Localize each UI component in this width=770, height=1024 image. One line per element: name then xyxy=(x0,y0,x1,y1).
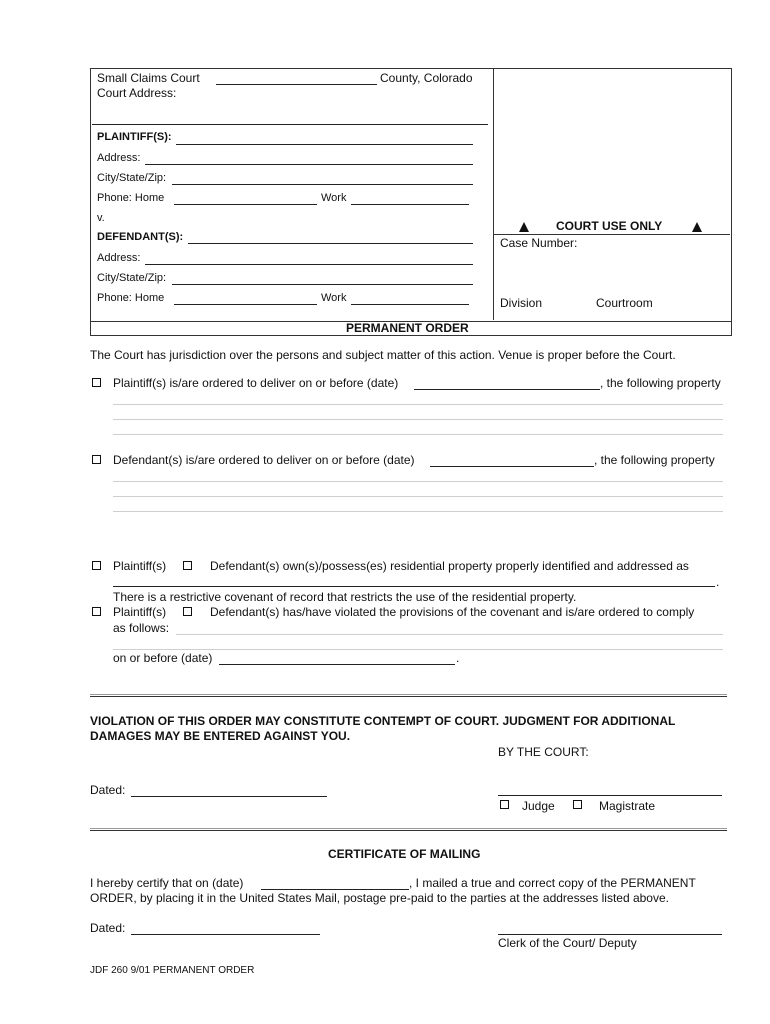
courtroom-label: Courtroom xyxy=(596,296,653,310)
plaintiff-work-line[interactable] xyxy=(351,204,469,205)
comply-line-2[interactable] xyxy=(113,649,723,650)
certificate-line-2: ORDER, by placing it in the United States Mail, postage pre-paid to the parties at the addresses listed above. xyxy=(90,891,669,905)
dated-line[interactable] xyxy=(131,796,327,797)
section-divider xyxy=(90,828,727,831)
certificate-title: CERTIFICATE OF MAILING xyxy=(328,847,481,861)
residential-plaintiff-checkbox[interactable] xyxy=(92,561,101,570)
residential-plaintiff-label: Plaintiff(s) xyxy=(113,559,167,573)
clerk-label: Clerk of the Court/ Deputy xyxy=(498,936,637,950)
defendant-home-line[interactable] xyxy=(174,304,317,305)
court-prefix: Small Claims Court xyxy=(97,71,200,85)
footer-form-id: JDF 260 9/01 PERMANENT ORDER xyxy=(90,965,255,976)
county-suffix: County, Colorado xyxy=(380,71,473,85)
plaintiff-deliver-prefix: Plaintiff(s) is/are ordered to deliver on or before (date) xyxy=(113,376,399,390)
certificate-line-1-suffix: , I mailed a true and correct copy of the PERMANENT xyxy=(409,876,696,890)
defendant-line[interactable] xyxy=(188,243,473,244)
by-the-court-label: BY THE COURT: xyxy=(498,745,589,759)
covenant-text: There is a restrictive covenant of record that restricts the use of the residential property. xyxy=(113,590,577,604)
defendant-address-label: Address: xyxy=(97,252,141,264)
defendant-phone-label: Phone: Home xyxy=(97,292,165,304)
comply-end-period: . xyxy=(456,651,460,665)
defendant-deliver-checkbox[interactable] xyxy=(92,455,101,464)
covenant-plaintiff-checkbox[interactable] xyxy=(92,607,101,616)
residential-defendant-checkbox[interactable] xyxy=(183,561,192,570)
as-follows-label: as follows: xyxy=(113,621,170,635)
certificate-date-line[interactable] xyxy=(261,889,409,890)
court-address-label: Court Address: xyxy=(97,86,177,100)
plaintiff-property-line-2[interactable] xyxy=(113,419,723,420)
county-line[interactable] xyxy=(216,84,377,85)
certificate-line-1-prefix: I hereby certify that on (date) xyxy=(90,876,244,890)
certificate-dated-line[interactable] xyxy=(131,934,320,935)
plaintiff-deliver-suffix: , the following property xyxy=(600,376,721,390)
violated-text: Defendant(s) has/have violated the provisions of the covenant and is/are ordered to comply xyxy=(210,605,695,619)
plaintiff-property-line-3[interactable] xyxy=(113,434,723,435)
versus: v. xyxy=(97,212,105,224)
arrow-up-icon xyxy=(692,222,702,232)
residential-address-line[interactable] xyxy=(113,586,715,587)
magistrate-label: Magistrate xyxy=(599,799,656,813)
defendant-city-line[interactable] xyxy=(172,284,473,285)
defendant-address-line[interactable] xyxy=(145,264,473,265)
judge-checkbox[interactable] xyxy=(500,800,509,809)
warning-line-2: DAMAGES MAY BE ENTERED AGAINST YOU. xyxy=(90,729,351,743)
defendant-property-line-3[interactable] xyxy=(113,511,723,512)
plaintiff-city-line[interactable] xyxy=(172,184,473,185)
plaintiff-line[interactable] xyxy=(176,144,473,145)
plaintiff-phone-label: Phone: Home xyxy=(97,192,165,204)
plaintiff-deliver-checkbox[interactable] xyxy=(92,378,101,387)
dated-label: Dated: xyxy=(90,783,126,797)
certificate-dated-label: Dated: xyxy=(90,921,126,935)
plaintiff-label: PLAINTIFF(S): xyxy=(97,131,172,143)
case-number-label: Case Number: xyxy=(500,236,578,250)
section-divider xyxy=(90,694,727,697)
plaintiff-home-line[interactable] xyxy=(174,204,317,205)
court-use-rule xyxy=(494,234,730,235)
jurisdiction-text: The Court has jurisdiction over the persons and subject matter of this action. Venue is proper before the Court. xyxy=(90,348,676,362)
plaintiff-address-label: Address: xyxy=(97,152,141,164)
page-title: PERMANENT ORDER xyxy=(346,321,469,335)
defendant-deliver-prefix: Defendant(s) is/are ordered to deliver on or before (date) xyxy=(113,453,415,467)
arrow-up-icon xyxy=(519,222,529,232)
defendant-label: DEFENDANT(S): xyxy=(97,231,184,243)
judge-label: Judge xyxy=(522,799,555,813)
division-label: Division xyxy=(500,296,543,310)
comply-date-line[interactable] xyxy=(219,664,455,665)
defendant-work-label: Work xyxy=(321,292,347,304)
covenant-defendant-checkbox[interactable] xyxy=(183,607,192,616)
magistrate-checkbox[interactable] xyxy=(573,800,582,809)
comply-line-1[interactable] xyxy=(176,634,723,635)
judge-signature-line[interactable] xyxy=(498,795,722,796)
defendant-property-line-2[interactable] xyxy=(113,496,723,497)
plaintiff-work-label: Work xyxy=(321,192,347,204)
clerk-signature-line[interactable] xyxy=(498,934,722,935)
defendant-work-line[interactable] xyxy=(351,304,469,305)
defendant-property-line-1[interactable] xyxy=(113,481,723,482)
plaintiff-deliver-date-line[interactable] xyxy=(414,389,600,390)
residential-defendant-text: Defendant(s) own(s)/possess(es) residential property properly identified and addressed as xyxy=(210,559,689,573)
plaintiff-address-line[interactable] xyxy=(145,164,473,165)
plaintiff-city-label: City/State/Zip: xyxy=(97,172,167,184)
covenant-plaintiff-label: Plaintiff(s) xyxy=(113,605,167,619)
on-or-before-label: on or before (date) xyxy=(113,651,213,665)
caption-divider xyxy=(493,68,494,320)
defendant-city-label: City/State/Zip: xyxy=(97,272,167,284)
court-address-line[interactable] xyxy=(92,124,488,125)
defendant-deliver-suffix: , the following property xyxy=(594,453,715,467)
warning-line-1: VIOLATION OF THIS ORDER MAY CONSTITUTE CONTEMPT OF COURT. JUDGMENT FOR ADDITIONAL xyxy=(90,714,676,728)
defendant-deliver-date-line[interactable] xyxy=(430,466,594,467)
plaintiff-property-line-1[interactable] xyxy=(113,404,723,405)
residential-period: . xyxy=(716,575,720,589)
court-use-only: COURT USE ONLY xyxy=(556,219,663,233)
